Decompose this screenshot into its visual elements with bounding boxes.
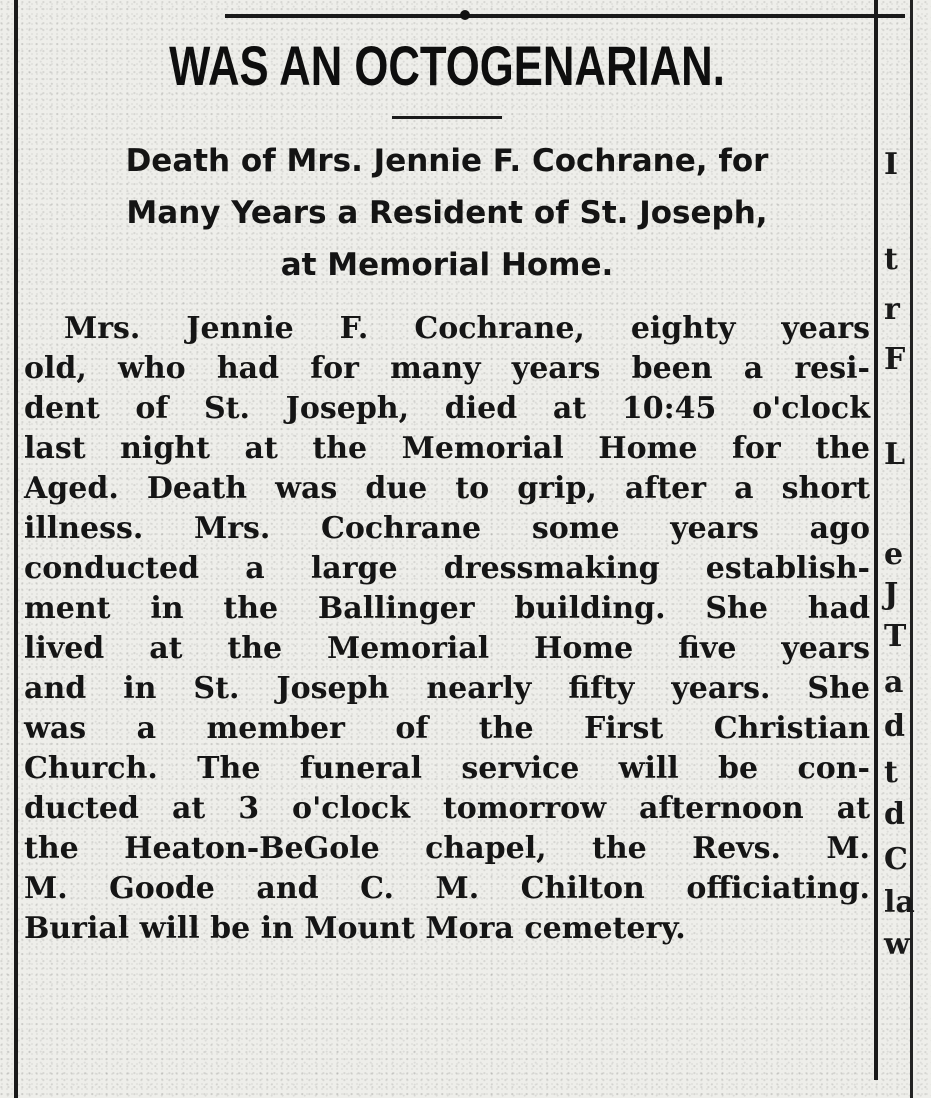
adjacent-column-fragment: t [884, 242, 898, 277]
body-line: old, who had for many years been a resi- [24, 351, 870, 386]
article-body [24, 309, 870, 949]
body-line: last night at the Memorial Home for the [24, 431, 870, 466]
adjacent-column-fragment: J [884, 577, 899, 612]
far-right-column-rule [910, 0, 913, 1098]
adjacent-column-fragment: I [884, 147, 899, 182]
subheadline-deck [24, 135, 870, 291]
adjacent-column-fragment: d [884, 709, 905, 744]
adjacent-column-fragment: C [884, 842, 908, 877]
body-line: the Heaton-BeGole chapel, the Revs. M. [24, 831, 870, 866]
body-line: Burial will be in Mount Mora cemetery. [24, 911, 686, 946]
adjacent-column-fragment: r [884, 292, 900, 327]
body-line: Mrs. Jennie F. Cochrane, eighty years [64, 311, 870, 346]
adjacent-column-fragment: a [884, 665, 904, 700]
body-line: conducted a large dressmaking establish- [24, 551, 870, 586]
body-line: and in St. Joseph nearly fifty years. She [24, 671, 870, 706]
right-column-rule [874, 0, 878, 1080]
body-line: Aged. Death was due to grip, after a short [24, 471, 870, 506]
deck-line: Death of Mrs. Jennie F. Cochrane, for [125, 143, 769, 179]
body-line: Church. The funeral service will be con- [24, 751, 870, 786]
obituary-article [24, 30, 870, 1070]
body-line: ducted at 3 o'clock tomorrow afternoon at [24, 791, 870, 826]
body-line: ment in the Ballinger building. She had [24, 591, 870, 626]
body-line: illness. Mrs. Cochrane some years ago [24, 511, 870, 546]
adjacent-column-fragment: F [884, 342, 906, 377]
adjacent-column-fragment: L [884, 437, 906, 472]
headline: WAS AN OCTOGENARIAN. [169, 34, 725, 97]
deck-line: at Memorial Home. [280, 247, 614, 283]
headline-divider [392, 116, 502, 119]
left-column-rule [14, 0, 18, 1098]
adjacent-column-fragment: e [884, 537, 904, 572]
body-line: dent of St. Joseph, died at 10:45 o'clock [24, 391, 870, 426]
top-column-rule [225, 14, 905, 18]
rule-ornament [460, 10, 470, 20]
body-line: lived at the Memorial Home five years [24, 631, 870, 666]
adjacent-column-fragment: T [884, 619, 907, 654]
deck-line: Many Years a Resident of St. Joseph, [126, 195, 768, 231]
body-line: was a member of the First Christian [24, 711, 870, 746]
adjacent-column-fragment: d [884, 797, 905, 832]
adjacent-column-fragment: la [884, 885, 915, 920]
adjacent-column-fragment: t [884, 755, 898, 790]
body-line: M. Goode and C. M. Chilton officiating. [24, 871, 870, 906]
adjacent-column-fragment: w [884, 927, 910, 962]
